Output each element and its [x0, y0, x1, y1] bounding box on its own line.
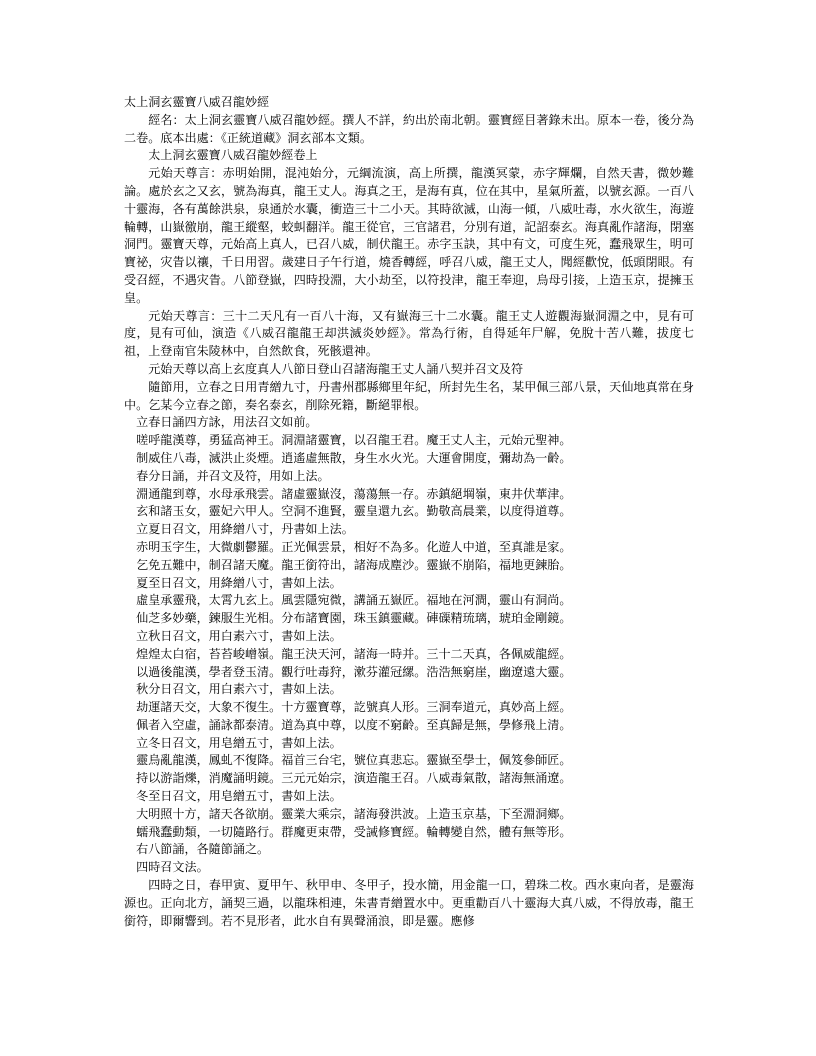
verse-line: 右八節誦，各隨節誦之。	[136, 842, 270, 857]
verse-line: 立冬日召文，用皂繒五寸，書如上法。	[136, 735, 342, 750]
verse-line: 制威住八毒，滅洪止炎煙。逍遙虛無散，身生水火光。大運會開度，彌劫為一齡。	[136, 450, 572, 465]
verse-line: 虛皇承靈飛，太霄九玄上。風雲隱宛微，講誦五嶽匠。福地在河澗，靈山有洞尚。	[136, 593, 572, 608]
ritual-intro-paragraph: 隨節用，立春之日用青繒九寸，丹書州郡縣鄉里年紀，所封先生名，某甲佩三部八景，天仙地真常在身中。乞某今立春之節，奏名泰玄，削除死籍，斷絕罪根。	[124, 379, 694, 412]
body-paragraph-1: 元始天尊言：赤明始開，混沌始分，元綱流演，高上所撰，龍漢冥蒙，赤字輝爛，自然天書，微妙難論。處於玄之又玄，號為海真，龍王丈人。海真之王，是海有真，位在其中，星氣所蓋，以號玄源。一百八十靈海，各有萬餘洪泉，泉通於水囊，衝造三十二小天。其時欲滅，山海一傾，八威吐毒，水火欲生，海遊輪轉，山嶽徼崩，龍王縱壑，蛟虯翻洋。龍王從官，三官諸君，分別有道，記詔泰玄。海真亂作諸海，閉塞洞門。靈寶天尊，元始高上真人，已召八威，制伏龍王。赤字玉訣，其中有文，可度生死，蠢飛眾生，明可寶祕，灾眚以禳，千日用習。歲建日子午行道，燒香轉經，呼召八威，龍王丈人，聞經歡悅，低頭閉眼。有受召經，不遇灾眚。八節登嶽，四時投淵，大小劫至，以符投津，龍王奉迎，烏母引接，上造玉京，提擁玉皇。	[124, 166, 694, 305]
verse-line: 赤明玉字生，大微劇鬱羅。正光佩雲景，相好不為多。化遊人中道，至真誰是家。	[136, 539, 572, 554]
volume-heading: 太上洞玄靈寶八威召龍妙經卷上	[148, 148, 318, 163]
final-paragraph: 四時之日，春甲寅、夏甲午、秋甲申、冬甲子，投水簡，用金龍一口，碧珠二枚。西水東向者，是靈海源也。正向北方，誦契三過，以龍珠相連，朱書青繒置水中。更重勸百八十靈海大真八威，不得放毒，龍王銜符，即爾響到。若不見形者，此水自有異聲涌浪，即是靈。應修	[124, 878, 694, 928]
verse-line: 仙芝多妙藥，鍊服生光相。分布諸寶園，珠玉鎮靈藏。硨磲精琉璃，琥珀金剛鏡。	[136, 611, 572, 626]
verse-line: 煌煌太白宿，苔苔峻嶒嶺。龍王決天河，諸海一時并。三十二天真，各佩威龍經。	[136, 646, 572, 661]
verse-line: 以過後龍漢，學者登玉清。觀行吐毒狩，漱芬灌冠縲。浩浩無窮崖，幽遼遠大靈。	[136, 664, 572, 679]
verse-line: 嗟呼龍漢尊，勇猛高神王。洞淵諸靈寶，以召龍王君。魔王丈人主，元始元聖神。	[136, 433, 572, 448]
verse-line: 劫運諸天交，大象不復生。十方靈寶尊，訖號真人形。三洞奉道元，真妙高上經。	[136, 700, 572, 715]
verse-line: 秋分日召文，用白素六寸，書如上法。	[136, 682, 342, 697]
verse-line: 靈烏亂龍漢，鳳虬不復降。福首三台宅，號位真悲忘。靈嶽至學士，佩笈參師匠。	[136, 753, 572, 768]
verse-line: 春分日誦，并召文及符，用如上法。	[136, 468, 330, 483]
colophon-paragraph: 經名：太上洞玄靈寶八威召龍妙經。撰人不詳，約出於南北朝。靈寶經目著錄未出。原本一卷，後分為二卷。底本出處：《正統道藏》洞玄部本文類。	[124, 112, 694, 145]
verse-line: 持以游詣爍，消魔誦明鏡。三元元始宗，演造龍王召。八威毒氣散，諸海無涌遼。	[136, 771, 572, 786]
verse-line: 玄和諸玉女，靈妃六甲人。空洞不進賢，靈皇還九玄。勤敬高晨業，以度得道尊。	[136, 504, 572, 519]
verse-line: 淵通龍到尊，水母承飛雲。諸虛靈嶽沒，蕩蕩無一存。赤鎮絕堈嶺，東井伏華津。	[136, 486, 572, 501]
verse-line: 蠕飛蠢動類，一切隨路行。群魔更束帶，受誡修寶經。輪轉變自然，體有無等形。	[136, 824, 572, 839]
verse-line: 立秋日召文，用白素六寸，書如上法。	[136, 628, 342, 643]
verse-line: 夏至日召文，用絳繒八寸，書如上法。	[136, 575, 342, 590]
document-title: 太上洞玄靈寶八威召龍妙經	[124, 95, 270, 109]
verse-line: 立春日誦四方詠，用法召文如前。	[136, 415, 318, 430]
verse-line: 佩者入空虛，誦詠都泰清。道為真中尊，以度不窮齡。至真歸是無，學修飛上清。	[136, 717, 572, 732]
verse-line: 四時召文法。	[136, 860, 209, 875]
verse-line: 冬至日召文，用皂繒五寸，書如上法。	[136, 789, 342, 804]
verse-line: 立夏日召文，用絳繒八寸，丹書如上法。	[136, 522, 354, 537]
section-heading: 元始天尊以高上玄度真人八節日登山召諸海龍王丈人誦八契并召文及符	[148, 361, 524, 376]
body-paragraph-2: 元始天尊言：三十二天凡有一百八十海，又有嶽海三十二水囊。龍王丈人遊觀海嶽洞淵之中，見有可度，見有可仙，演造《八威召龍龍王却洪滅炎妙經》。常為行術，自得延年尸解，免脫十苦八難，拔度七祖，上登南官朱陵林中，自然飲食，死骸還神。	[124, 308, 694, 359]
verse-line: 大明照十方，諸天各欲崩。靈業大乘宗，諸海發洪波。上造玉京基，下至淵洞鄉。	[136, 806, 572, 821]
document-body	[124, 94, 694, 930]
verse-line: 乞免五難中，制召諸天魔。龍王銜符出，諸海成塵沙。靈嶽不崩陷，福地更鍊胎。	[136, 557, 572, 572]
